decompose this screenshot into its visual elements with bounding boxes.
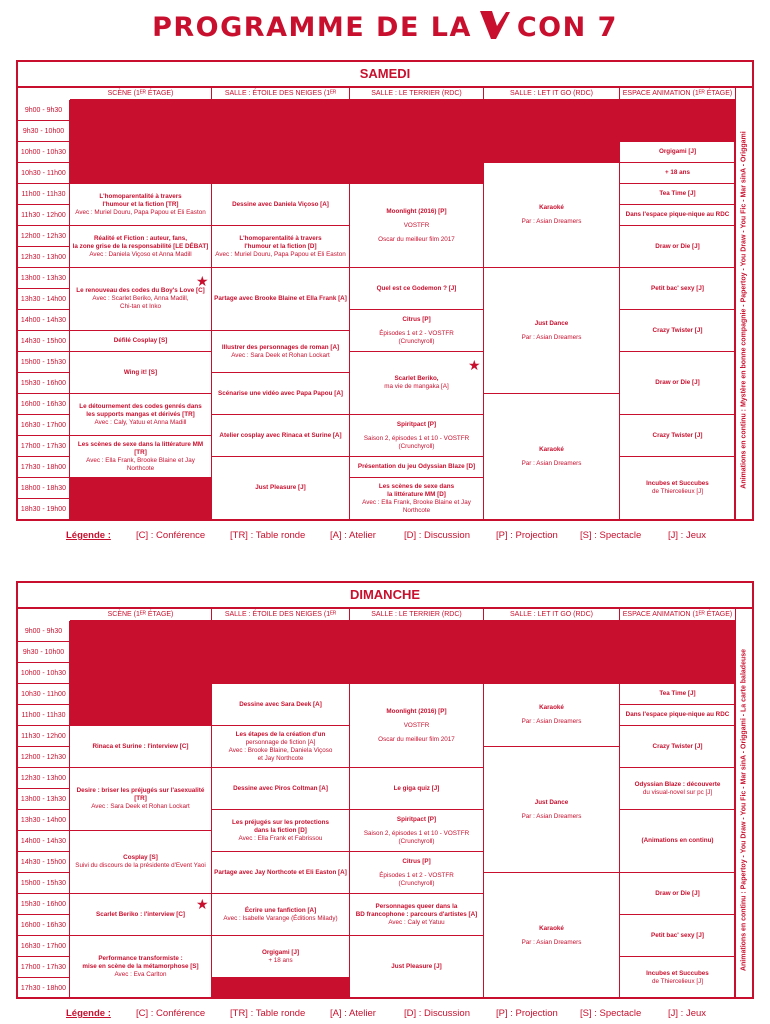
event-cell[interactable] (350, 352, 484, 415)
time-slot: 10h00 - 10h30 (18, 142, 70, 163)
event-line: Draw or Die [J] (655, 242, 700, 250)
event-line: Petit bac' sexy [J] (651, 931, 704, 939)
event-line: (Crunchyroll) (398, 837, 435, 845)
event-line: Spiritpact [P] (396, 420, 437, 428)
time-slot: 18h00 - 18h30 (18, 478, 70, 499)
time-slot: 12h30 - 13h00 (18, 247, 70, 268)
event-cell[interactable] (70, 268, 212, 331)
event-line: Dessine avec Sara Deek [A] (239, 700, 322, 708)
event-line: Just Dance (534, 798, 569, 806)
event-cell[interactable] (70, 226, 212, 268)
event-line: Avec : Isabelle Varange (Éditions Milady) (223, 914, 338, 922)
event-line: Dessine avec Daniela Viçoso [A] (232, 200, 329, 208)
event-line: Dessine avec Piros Coltman [A] (233, 784, 328, 792)
time-slot: 11h30 - 12h00 (18, 205, 70, 226)
event-line: Just Pleasure [J] (391, 963, 442, 970)
legend-label: Légende : (66, 1008, 111, 1019)
event-cell[interactable] (620, 705, 736, 726)
event-line: Par : Asian Dreamers (521, 459, 582, 467)
column-header: SALLE : LET IT GO (RDC) (484, 88, 620, 100)
event-line: du visual-novel sur pc [J] (642, 788, 713, 796)
event-line: Défilé Cosplay [S] (113, 337, 168, 344)
event-line: Avec : Muriel Douru, Papa Papou et Eli Easton (215, 250, 346, 258)
event-line: Les scènes de sexe dans la littérature MM [TR] (77, 440, 204, 456)
event-line: Présentation du jeu Odyssian Blaze [D] (357, 463, 476, 470)
event-cell[interactable] (620, 184, 736, 205)
time-slot: 13h30 - 14h00 (18, 810, 70, 831)
event-line: Draw or Die [J] (655, 889, 700, 897)
legend-item: [P] : Projection (496, 530, 558, 541)
event-cell[interactable] (70, 394, 212, 436)
title-prefix: PROGRAMME DE LA (152, 12, 472, 43)
closed-block (70, 478, 212, 520)
event-cell[interactable] (350, 457, 484, 478)
event-line: Desire : briser les préjugés sur l'asexualité [TR] (76, 787, 205, 802)
event-line: BD francophone : parcours d'artistes [A] (355, 910, 478, 918)
event-line: Le renouveau des codes du Boy's Love [C] (76, 287, 205, 294)
time-slot: 13h00 - 13h30 (18, 268, 70, 289)
time-slot: 17h00 - 17h30 (18, 957, 70, 978)
event-line: Avec : Sara Deek et Rohan Lockart (231, 351, 330, 359)
event-line: Oscar du meilleur film 2017 (378, 735, 455, 743)
event-cell[interactable] (484, 747, 620, 873)
event-line: Le giga quiz [J] (393, 784, 440, 792)
event-line: Rinaca et Surine : l'interview [C] (92, 742, 189, 750)
event-line: Crazy Twister [J] (652, 742, 703, 750)
event-cell[interactable] (484, 684, 620, 747)
event-cell[interactable] (70, 768, 212, 831)
legend-item: [J] : Jeux (668, 530, 707, 541)
event-cell[interactable] (620, 810, 736, 873)
event-cell[interactable] (212, 373, 350, 415)
day-title: SAMEDI (18, 62, 752, 88)
event-cell[interactable] (212, 936, 350, 978)
event-cell[interactable] (620, 768, 736, 810)
event-cell[interactable] (212, 852, 350, 894)
star-icon: ★ (468, 357, 481, 373)
event-line: Karaoké (539, 924, 564, 932)
time-slot: 11h00 - 11h30 (18, 184, 70, 205)
event-line: Avec : Scarlet Beriko, Anna Madill, (92, 295, 189, 302)
sunday-schedule (16, 581, 754, 999)
legend-label: Légende : (66, 530, 111, 541)
event-cell[interactable] (484, 163, 620, 268)
event-cell[interactable] (620, 915, 736, 957)
event-cell[interactable] (350, 936, 484, 999)
event-line: Just Dance (534, 319, 569, 327)
event-line: Draw or Die [J] (655, 379, 700, 386)
closed-block (70, 142, 620, 163)
column-header: SALLE : LE TERRIER (RDC) (350, 609, 484, 621)
time-slot: 12h00 - 12h30 (18, 747, 70, 768)
time-slot: 10h30 - 11h00 (18, 684, 70, 705)
event-line: (Crunchyroll) (398, 879, 435, 887)
event-line: de Thiercelieux [J] (652, 488, 703, 495)
event-line: Partage avec Jay Northcote et Eli Easton [A] (214, 868, 347, 876)
event-line: Par : Asian Dreamers (521, 218, 582, 225)
event-cell[interactable] (350, 852, 484, 894)
time-slot: 15h30 - 16h00 (18, 373, 70, 394)
time-slot: 9h00 - 9h30 (18, 621, 70, 642)
event-line: dans la fiction [D] (254, 826, 307, 834)
event-line: (Crunchyroll) (398, 337, 435, 345)
side-banner-text: Animations en continu : Mystère en bonne compagnie - Papertoy - You Draw - You Fic - Mar sinA - Origgami (740, 131, 747, 489)
event-cell[interactable] (212, 415, 350, 457)
event-cell[interactable] (620, 457, 736, 520)
event-line: Just Pleasure [J] (255, 484, 306, 491)
event-line: Karaoké (539, 445, 564, 453)
time-slot: 16h30 - 17h00 (18, 936, 70, 957)
event-cell[interactable] (70, 894, 212, 936)
event-line: Avec : Caly et Yatuu (388, 918, 445, 926)
time-slot: 9h00 - 9h30 (18, 100, 70, 121)
event-line: et Jay Northcote (257, 754, 304, 762)
event-cell[interactable] (620, 415, 736, 457)
event-line: Saison 2, épisodes 1 et 10 - VOSTFR (363, 434, 470, 442)
closed-block (70, 621, 736, 684)
event-line: Avec : Ella Frank, Brooke Blaine et Jay Northcote (362, 498, 471, 514)
event-line: Petit bac' sexy [J] (651, 284, 704, 292)
event-line: la littérature MM [D] (387, 490, 446, 498)
event-line: (Animations en continu) (641, 837, 714, 844)
time-slot: 17h30 - 18h00 (18, 457, 70, 478)
event-line: Citrus [P] (402, 315, 431, 323)
event-line: Par : Asian Dreamers (521, 938, 582, 946)
event-cell[interactable] (350, 810, 484, 852)
event-line: Scarlet Beriko, (394, 375, 439, 382)
column-header: ESPACE ANIMATION (1ᴱᴿ ÉTAGE) (620, 88, 736, 100)
yaoicon-logo-icon (477, 8, 511, 42)
event-cell[interactable] (350, 768, 484, 810)
event-line: Illustrer des personnages de roman [A] (221, 343, 340, 351)
event-line: Par : Asian Dreamers (521, 718, 582, 725)
event-cell[interactable] (350, 184, 484, 268)
event-line: Les étapes de la création d'un (235, 730, 326, 738)
column-header: ESPACE ANIMATION (1ᴱᴿ ÉTAGE) (620, 609, 736, 621)
event-cell[interactable] (350, 684, 484, 768)
event-cell[interactable] (620, 726, 736, 768)
event-line: ma vie de mangaka [A] (384, 383, 449, 390)
event-line: Odyssian Blaze : découverte (634, 780, 721, 788)
event-line: VOSTFR (403, 721, 430, 729)
time-slot: 14h00 - 14h30 (18, 831, 70, 852)
event-line: Orgigami [J] (658, 148, 697, 155)
event-line: Oscar du meilleur film 2017 (378, 235, 455, 243)
event-line: Quel est ce Godemon ? [J] (376, 284, 457, 292)
event-cell[interactable] (620, 268, 736, 310)
event-line: de Thiercelieux [J] (652, 977, 703, 985)
side-banner (734, 621, 752, 999)
legend-saturday (66, 530, 746, 544)
column-header: SALLE : ÉTOILE DES NEIGES (1ᴱᴿ (212, 88, 350, 100)
legend-item: [D] : Discussion (404, 530, 470, 541)
event-line: Crazy Twister [J] (652, 431, 703, 439)
page-title (0, 8, 770, 48)
time-slot: 14h30 - 15h00 (18, 331, 70, 352)
day-title: DIMANCHE (18, 583, 752, 609)
closed-block (70, 100, 736, 142)
event-cell[interactable] (212, 894, 350, 936)
time-slot: 14h00 - 14h30 (18, 310, 70, 331)
event-line: + 18 ans (268, 956, 293, 964)
event-cell[interactable] (70, 831, 212, 894)
time-slot: 13h30 - 14h00 (18, 289, 70, 310)
event-line: (Crunchyroll) (398, 442, 435, 450)
time-slot: 17h00 - 17h30 (18, 436, 70, 457)
event-line: Wing it! [S] (123, 368, 158, 376)
event-line: Scénarise une vidéo avec Papa Papou [A] (218, 389, 343, 397)
event-line: Épisodes 1 et 2 - VOSTFR (379, 871, 454, 879)
time-slot: 9h30 - 10h00 (18, 121, 70, 142)
time-slot: 15h30 - 16h00 (18, 894, 70, 915)
event-line: Avec : Ella Frank et Fabrissou (238, 834, 323, 842)
event-cell[interactable] (212, 768, 350, 810)
time-slot: 12h30 - 13h00 (18, 768, 70, 789)
event-cell[interactable] (212, 684, 350, 726)
event-line: Karaoké (539, 204, 564, 211)
time-slot: 10h00 - 10h30 (18, 663, 70, 684)
event-cell[interactable] (620, 957, 736, 999)
event-cell[interactable] (484, 394, 620, 520)
event-line: mise en scène de la métamorphose [S] (82, 963, 199, 970)
event-line: l'humour et la fiction [D] (244, 242, 317, 250)
saturday-schedule (16, 60, 754, 521)
time-slot: 12h00 - 12h30 (18, 226, 70, 247)
side-banner-text: Animations en continu : Papertoy - You Draw - You Fic - Mar sinA - Origgami - La carte baladeuse (740, 648, 747, 972)
column-header: SALLE : LE TERRIER (RDC) (350, 88, 484, 100)
event-line: Écrire une fanfiction [A] (244, 906, 317, 914)
event-cell[interactable] (212, 268, 350, 331)
event-line: l'humour et la fiction [TR] (102, 200, 179, 208)
column-header: SCÈNE (1ᴱᴿ ÉTAGE) (70, 88, 212, 100)
event-cell[interactable] (212, 226, 350, 268)
event-line: Personnages queer dans la (375, 902, 458, 910)
legend-item: [TR] : Table ronde (230, 530, 306, 541)
event-cell[interactable] (212, 184, 350, 226)
legend-item: [J] : Jeux (668, 1008, 707, 1019)
legend-item: [TR] : Table ronde (230, 1008, 306, 1019)
event-cell[interactable] (620, 310, 736, 352)
time-slot: 14h30 - 15h00 (18, 852, 70, 873)
event-line: Dans l'espace pique-nique au RDC (625, 211, 730, 218)
column-header: SCÈNE (1ᴱᴿ ÉTAGE) (70, 609, 212, 621)
event-cell[interactable] (212, 457, 350, 520)
time-slot: 18h30 - 19h00 (18, 499, 70, 520)
event-cell[interactable] (70, 726, 212, 768)
event-line: Avec : Caly, Yatuu et Anna Madill (94, 418, 187, 426)
event-line: Spiritpact [P] (396, 815, 437, 823)
closed-block (212, 978, 350, 999)
legend-item: [C] : Conférence (136, 1008, 206, 1019)
event-line: Saison 2, épisodes 1 et 10 - VOSTFR (363, 829, 470, 837)
event-cell[interactable] (350, 415, 484, 457)
event-line: Atelier cosplay avec Rinaca et Surine [A] (219, 431, 342, 439)
event-line: Cosplay [S] (123, 854, 158, 861)
event-line: Épisodes 1 et 2 - VOSTFR (379, 329, 454, 337)
event-cell[interactable] (350, 894, 484, 936)
time-slot: 11h00 - 11h30 (18, 705, 70, 726)
event-cell[interactable] (70, 184, 212, 226)
legend-item: [D] : Discussion (404, 1008, 470, 1019)
event-line: L'homoparentalité à travers (99, 192, 182, 200)
event-line: Avec : Daniela Viçoso et Anna Madill (89, 250, 192, 258)
event-line: Avec : Brooke Blaine, Daniela Viçoso (228, 746, 333, 754)
legend-item: [S] : Spectacle (580, 1008, 642, 1019)
event-line: Avec : Sara Deek et Rohan Lockart (91, 803, 190, 810)
event-cell[interactable] (70, 936, 212, 999)
closed-block (70, 684, 212, 726)
event-line: Réalité et Fiction : auteur, fans, (93, 234, 188, 242)
event-cell[interactable] (620, 142, 736, 163)
event-cell[interactable] (620, 873, 736, 915)
time-slot: 17h30 - 18h00 (18, 978, 70, 999)
time-slot: 10h30 - 11h00 (18, 163, 70, 184)
event-line: Moonlight (2016) [P] (386, 707, 447, 715)
column-header: SALLE : ÉTOILE DES NEIGES (1ᴱᴿ (212, 609, 350, 621)
time-slot: 16h30 - 17h00 (18, 415, 70, 436)
event-cell[interactable] (70, 436, 212, 478)
column-header: SALLE : LET IT GO (RDC) (484, 609, 620, 621)
event-cell[interactable] (350, 268, 484, 310)
time-slot: 13h00 - 13h30 (18, 789, 70, 810)
event-line: Suivi du discours de la présidente d'Event Yaoi (75, 862, 206, 869)
time-slot: 16h00 - 16h30 (18, 394, 70, 415)
time-slot: 11h30 - 12h00 (18, 726, 70, 747)
side-banner (734, 100, 752, 520)
event-line: Incubes et Succubes (646, 969, 709, 977)
event-line: Tea Time [J] (659, 690, 696, 697)
event-line: Par : Asian Dreamers (521, 333, 582, 341)
event-cell[interactable] (620, 205, 736, 226)
event-line: Crazy Twister [J] (652, 326, 703, 334)
event-cell[interactable] (350, 310, 484, 352)
legend-sunday (66, 1008, 746, 1022)
event-line: L'homoparentalité à travers (239, 234, 322, 242)
legend-item: [A] : Atelier (330, 530, 376, 541)
event-line: personnage de fiction [A] (245, 738, 316, 746)
event-line: Les préjugés sur les protections (232, 818, 329, 826)
event-line: Les scènes de sexe dans (378, 482, 455, 490)
event-line: Partage avec Brooke Blaine et Ella Frank [A] (214, 295, 347, 302)
legend-item: [P] : Projection (496, 1008, 558, 1019)
event-line: Chi-tan et Inko (120, 303, 161, 310)
legend-item: [A] : Atelier (330, 1008, 376, 1019)
event-line: Dans l'espace pique-nique au RDC (625, 711, 730, 718)
event-cell[interactable] (620, 163, 736, 184)
time-slot: 9h30 - 10h00 (18, 642, 70, 663)
closed-block (70, 163, 484, 184)
event-line: Avec : Ella Frank, Brooke Blaine et Jay Northcote (86, 456, 195, 472)
event-line: Karaoké (539, 704, 564, 711)
event-line: la zone grise de la responsabilité [LE DÉBAT] (72, 242, 209, 250)
title-suffix: CON 7 (516, 12, 618, 43)
event-line: Performance transformiste : (98, 955, 183, 962)
event-cell[interactable] (484, 268, 620, 394)
star-icon: ★ (196, 896, 209, 912)
event-line: Tea Time [J] (659, 190, 696, 197)
event-cell[interactable] (212, 726, 350, 768)
event-cell[interactable] (620, 352, 736, 415)
event-line: Incubes et Succubes (646, 480, 709, 487)
event-cell[interactable] (212, 810, 350, 852)
event-line: Moonlight (2016) [P] (386, 207, 447, 215)
event-line: Avec : Muriel Douru, Papa Papou et Eli Easton (75, 208, 206, 216)
event-cell[interactable] (620, 226, 736, 268)
event-cell[interactable] (620, 684, 736, 705)
legend-item: [S] : Spectacle (580, 530, 642, 541)
event-line: les supports mangas et dérivés [TR] (86, 410, 195, 418)
event-line: Par : Asian Dreamers (521, 812, 582, 820)
time-slot: 15h00 - 15h30 (18, 352, 70, 373)
event-cell[interactable] (484, 873, 620, 999)
event-line: Avec : Eva Carlton (114, 971, 167, 978)
event-cell[interactable] (70, 352, 212, 394)
event-cell[interactable] (212, 331, 350, 373)
event-cell[interactable] (350, 478, 484, 520)
event-line: Orgigami [J] (261, 948, 300, 956)
event-line: + 18 ans (664, 169, 691, 176)
event-line: Scarlet Beriko : l'interview [C] (96, 910, 185, 918)
time-slot: 15h00 - 15h30 (18, 873, 70, 894)
legend-item: [C] : Conférence (136, 530, 206, 541)
time-slot: 16h00 - 16h30 (18, 915, 70, 936)
event-cell[interactable] (70, 331, 212, 352)
star-icon: ★ (196, 273, 209, 289)
event-line: Le détournement des codes genrés dans (79, 402, 202, 410)
event-line: VOSTFR (403, 221, 430, 229)
event-line: Citrus [P] (402, 857, 431, 865)
